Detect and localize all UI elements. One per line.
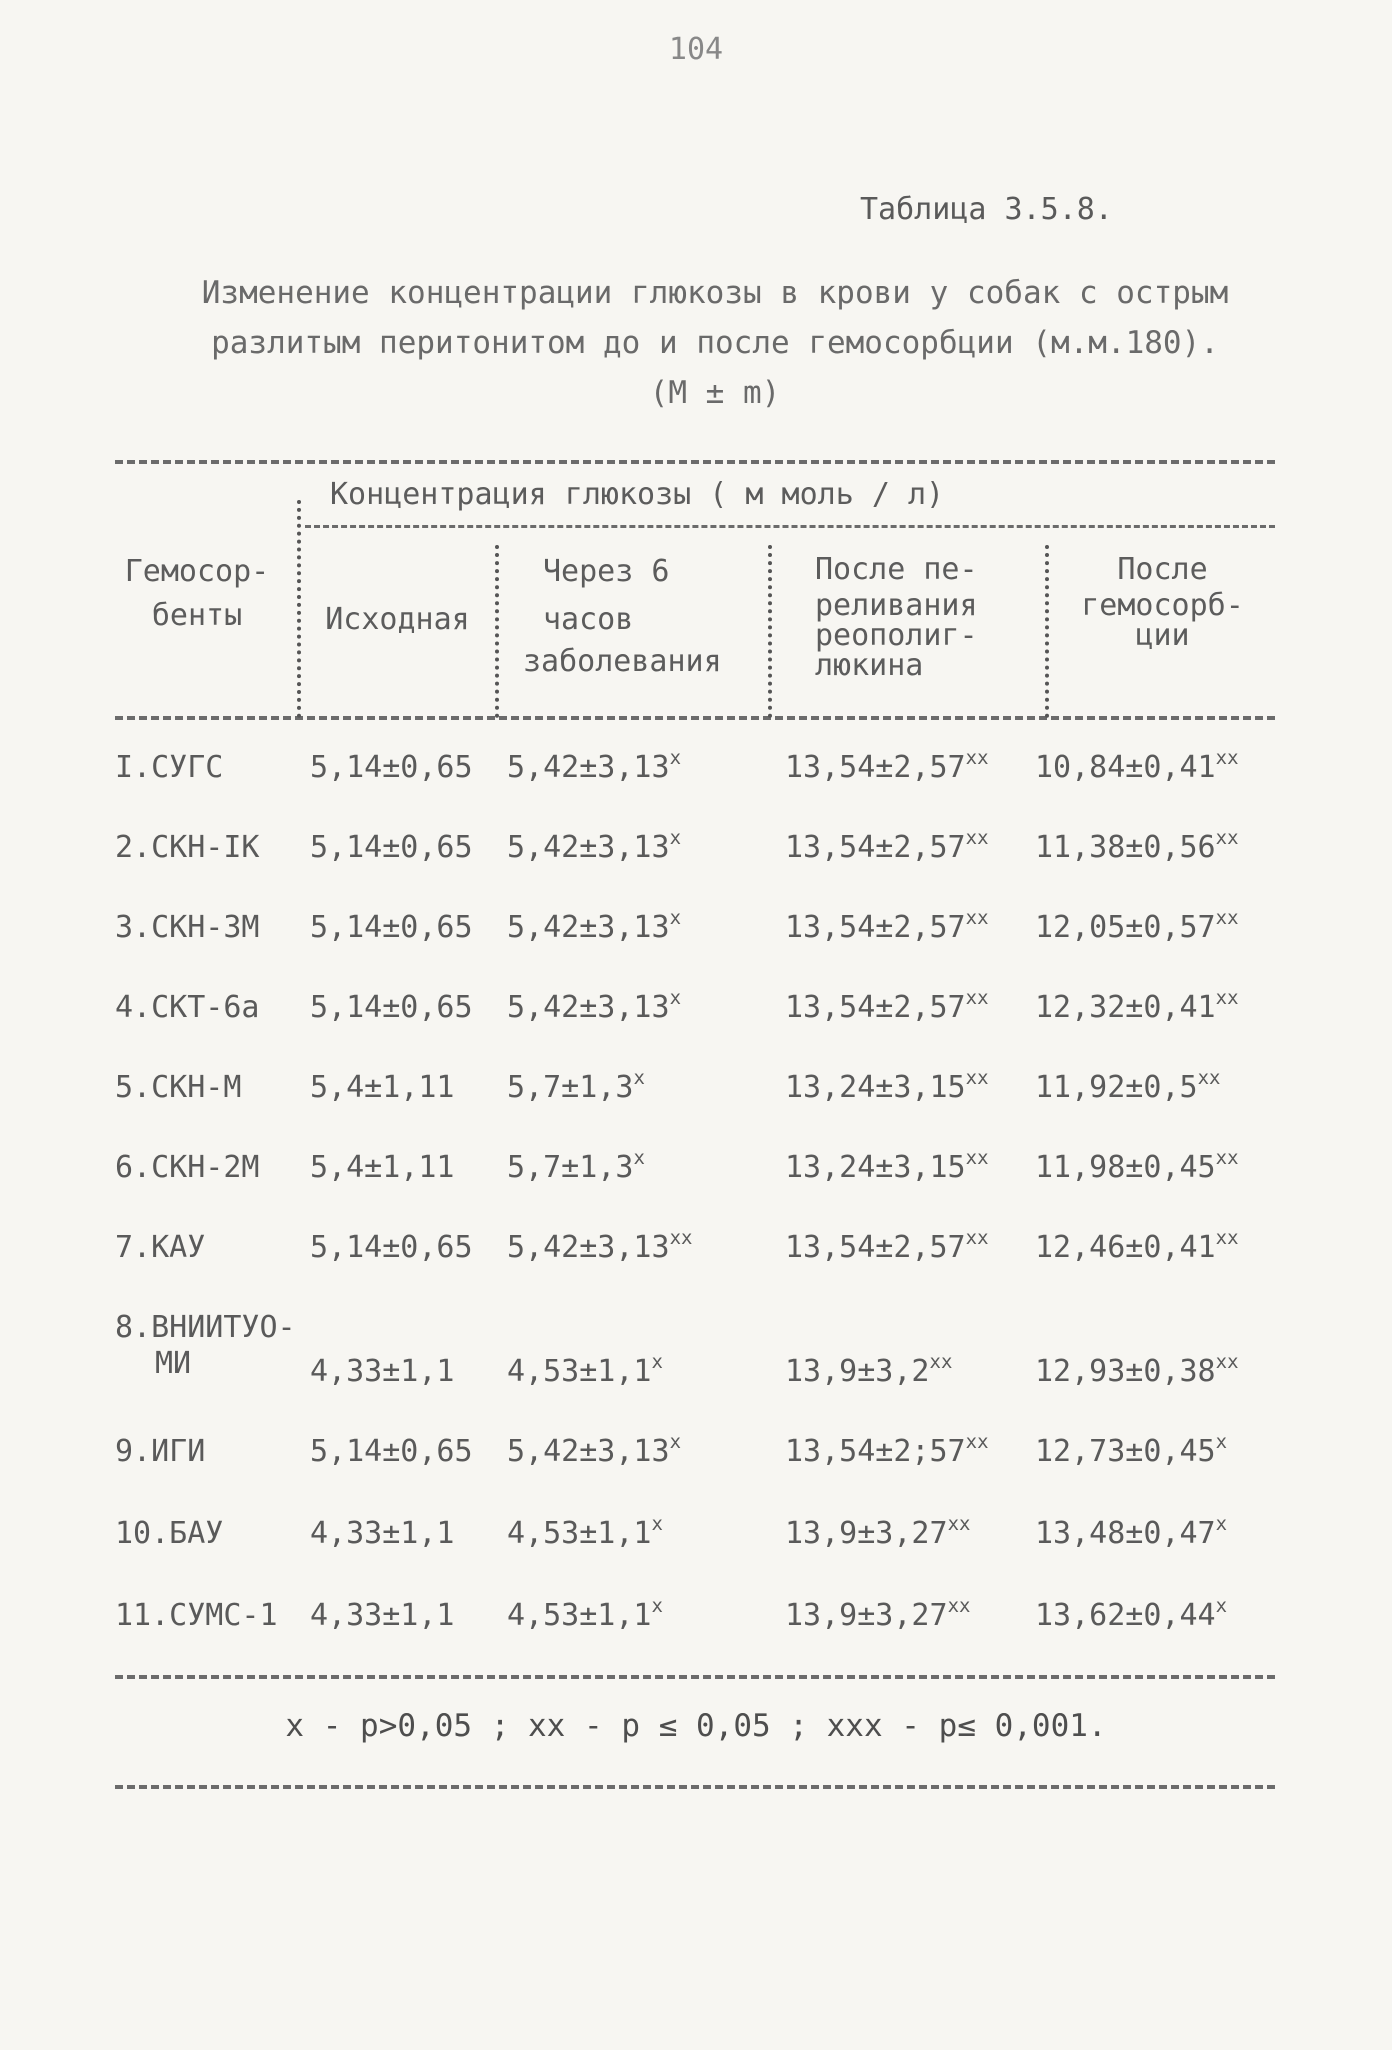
significance-mark: x (651, 1513, 663, 1535)
value-text: 13,9±3,2 (785, 1354, 930, 1389)
value-6h (507, 1513, 663, 1551)
value-6h (507, 1595, 663, 1633)
header-line: гемосорб- (1081, 588, 1244, 623)
table-label: Таблица 3.5.8. (860, 192, 1113, 227)
value-initial: 5,14±0,65 (310, 830, 473, 865)
value-6h (507, 907, 682, 945)
table-row (0, 827, 1392, 890)
table-row (0, 1595, 1392, 1658)
value-text: 4,53±1,1 (507, 1598, 652, 1633)
value-after-hemosorption (1035, 1067, 1221, 1105)
value-after-hemosorption (1035, 1513, 1228, 1551)
significance-mark: x (1215, 1595, 1228, 1617)
value-text: 12,93±0,38 (1035, 1354, 1216, 1389)
significance-mark: x (651, 1351, 663, 1373)
value-text: 10,84±0,41 (1035, 750, 1216, 785)
caption-line: (M ± m) (649, 375, 781, 411)
significance-mark: x (669, 987, 682, 1009)
value-6h (507, 1431, 682, 1469)
significance-mark: xx (947, 1595, 971, 1617)
significance-mark: xx (965, 1147, 989, 1169)
value-after-infusion (785, 827, 989, 865)
value-text: 13,54±2,57 (785, 990, 966, 1025)
value-after-infusion (785, 1067, 989, 1105)
sorbent-name: 7.КАУ (115, 1230, 206, 1265)
value-text: 13,54±2,57 (785, 910, 966, 945)
value-text: 13,9±3,27 (785, 1598, 948, 1633)
value-after-hemosorption (1035, 747, 1239, 785)
significance-mark: x (669, 1431, 682, 1453)
header-line: ции (1135, 618, 1190, 653)
value-initial: 4,33±1,1 (310, 1354, 455, 1389)
value-text: 13,48±0,47 (1035, 1516, 1216, 1551)
value-text: 5,42±3,13 (507, 910, 670, 945)
value-6h (507, 1067, 645, 1105)
value-text: 5,42±3,13 (507, 830, 670, 865)
sorbent-name: I.СУГС (115, 750, 224, 785)
value-text: 13,9±3,27 (785, 1516, 948, 1551)
value-text: 12,05±0,57 (1035, 910, 1216, 945)
table-row (0, 907, 1392, 970)
value-after-hemosorption (1035, 1351, 1239, 1389)
significance-mark: x (669, 907, 682, 929)
caption-line: разлитым перитонитом до и после гемосорбции (м.м.180). (211, 325, 1219, 361)
header-line: Через 6 (543, 554, 670, 589)
table-row (0, 1431, 1392, 1494)
sorbent-name: 4.СКТ-6а (115, 990, 260, 1025)
value-initial: 4,33±1,1 (310, 1516, 455, 1551)
significance-mark: xx (965, 827, 989, 849)
value-text: 13,54±2,57 (785, 830, 966, 865)
caption-line: Изменение концентрации глюкозы в крови у собак с острым (201, 275, 1229, 311)
significance-mark: xx (965, 987, 989, 1009)
value-text: 12,46±0,41 (1035, 1230, 1216, 1265)
top-rule (115, 460, 1275, 464)
significance-mark: xx (1215, 747, 1239, 769)
value-initial: 5,4±1,11 (310, 1150, 455, 1185)
value-text: 5,42±3,13 (507, 750, 670, 785)
value-6h (507, 1147, 645, 1185)
value-initial: 5,4±1,11 (310, 1070, 455, 1105)
header-line: реливания (815, 588, 978, 623)
header-line: Гемосор- (124, 554, 270, 589)
header-sorbents (112, 555, 282, 633)
header-line: люкина (815, 648, 924, 683)
value-after-hemosorption (1035, 987, 1239, 1025)
value-after-infusion (785, 1227, 989, 1265)
value-text: 4,53±1,1 (507, 1354, 652, 1389)
header-after-infusion (815, 552, 978, 683)
value-after-infusion (785, 987, 989, 1025)
page-number: 104 (668, 32, 724, 67)
value-after-infusion (785, 1431, 989, 1469)
value-text: 11,38±0,56 (1035, 830, 1216, 865)
significance-mark: xx (965, 1067, 989, 1089)
significance-mark: xx (1215, 1227, 1239, 1249)
value-after-infusion (785, 747, 989, 785)
value-6h (507, 747, 682, 785)
significance-legend: x - p>0,05 ; xx - p ≤ 0,05 ; xxx - p≤ 0,001. (285, 1708, 1107, 1744)
significance-mark: xx (1215, 987, 1239, 1009)
value-text: 11,98±0,45 (1035, 1150, 1216, 1185)
value-text: 13,54±2,57 (785, 750, 966, 785)
header-bottom-rule (115, 716, 1275, 720)
value-after-infusion (785, 907, 989, 945)
value-text: 5,42±3,13 (507, 1434, 670, 1469)
sorbent-name: 11.СУМС-1 (115, 1598, 278, 1633)
table-row (0, 1227, 1392, 1290)
value-text: 5,7±1,3 (507, 1150, 634, 1185)
table-bottom-rule (115, 1675, 1275, 1679)
legend-bottom-rule (115, 1785, 1275, 1789)
header-6h (523, 555, 722, 679)
value-initial: 5,14±0,65 (310, 1230, 473, 1265)
group-rule (305, 525, 1275, 528)
header-initial: Исходная (325, 602, 470, 637)
sorbent-name: 9.ИГИ (115, 1434, 206, 1469)
value-text: 5,7±1,3 (507, 1070, 634, 1105)
value-initial: 5,14±0,65 (310, 750, 473, 785)
value-text: 13,24±3,15 (785, 1150, 966, 1185)
significance-mark: xx (965, 1227, 989, 1249)
value-text: 4,53±1,1 (507, 1516, 652, 1551)
value-text: 13,24±3,15 (785, 1070, 966, 1105)
header-line: реополиг- (815, 618, 978, 653)
value-text: 11,92±0,5 (1035, 1070, 1198, 1105)
value-initial: 5,14±0,65 (310, 910, 473, 945)
group-header: Концентрация глюкозы ( м моль / л) (330, 477, 945, 512)
header-line: После пе- (815, 552, 978, 587)
value-initial: 4,33±1,1 (310, 1598, 455, 1633)
value-initial: 5,14±0,65 (310, 990, 473, 1025)
significance-mark: x (1215, 1513, 1228, 1535)
significance-mark: xx (1215, 1351, 1239, 1373)
sorbent-name (115, 1310, 296, 1382)
value-after-hemosorption (1035, 1595, 1228, 1633)
column-divider (768, 545, 772, 718)
value-text: 12,32±0,41 (1035, 990, 1216, 1025)
value-6h (507, 1351, 663, 1389)
value-after-hemosorption (1035, 1227, 1239, 1265)
value-initial: 5,14±0,65 (310, 1434, 473, 1469)
significance-mark: x (1215, 1431, 1228, 1453)
value-after-hemosorption (1035, 1431, 1228, 1469)
significance-mark: x (633, 1147, 645, 1169)
value-6h (507, 1227, 693, 1265)
value-after-hemosorption (1035, 907, 1239, 945)
significance-mark: x (651, 1595, 663, 1617)
significance-mark: xx (1215, 907, 1239, 929)
value-text: 5,42±3,13 (507, 1230, 670, 1265)
significance-mark: xx (947, 1513, 971, 1535)
significance-mark: xx (965, 1431, 989, 1453)
sorbent-name: 3.СКН-3М (115, 910, 260, 945)
header-line: заболевания (523, 644, 722, 679)
significance-mark: xx (965, 747, 989, 769)
sorbent-name-line: 8.ВНИИТУО- (115, 1310, 296, 1345)
value-6h (507, 987, 682, 1025)
significance-mark: xx (965, 907, 989, 929)
table-row (0, 987, 1392, 1050)
header-after-hemosorption (1055, 552, 1270, 653)
value-after-infusion (785, 1147, 989, 1185)
significance-mark: xx (1215, 827, 1239, 849)
significance-mark: xx (1215, 1147, 1239, 1169)
value-after-infusion (785, 1595, 971, 1633)
value-after-infusion (785, 1351, 953, 1389)
sorbent-name-line: МИ (155, 1346, 192, 1381)
table-caption (160, 268, 1270, 418)
header-line: бенты (151, 598, 243, 633)
sorbent-name: 2.СКН-IК (115, 830, 260, 865)
table-row (0, 747, 1392, 810)
value-after-infusion (785, 1513, 971, 1551)
value-after-hemosorption (1035, 1147, 1239, 1185)
value-text: 5,42±3,13 (507, 990, 670, 1025)
value-6h (507, 827, 682, 865)
column-divider (1045, 545, 1049, 718)
table-row (0, 1310, 1392, 1396)
sorbent-name: 6.СКН-2М (115, 1150, 260, 1185)
header-line: часов (543, 602, 634, 637)
table-row (0, 1513, 1392, 1576)
value-text: 13,62±0,44 (1035, 1598, 1216, 1633)
sorbent-name: 5.СКН-М (115, 1070, 242, 1105)
sorbent-name: 10.БАУ (115, 1516, 224, 1551)
significance-mark: xx (1197, 1067, 1221, 1089)
value-text: 13,54±2,57 (785, 1230, 966, 1265)
header-line: После (1117, 552, 1208, 587)
value-after-hemosorption (1035, 827, 1239, 865)
significance-mark: xx (929, 1351, 953, 1373)
column-divider (297, 500, 301, 718)
significance-mark: x (669, 747, 682, 769)
value-text: 12,73±0,45 (1035, 1434, 1216, 1469)
significance-mark: xx (669, 1227, 693, 1249)
table-row (0, 1067, 1392, 1130)
column-divider (495, 545, 499, 718)
significance-mark: x (633, 1067, 645, 1089)
value-text: 13,54±2;57 (785, 1434, 966, 1469)
significance-mark: x (669, 827, 682, 849)
table-row (0, 1147, 1392, 1210)
